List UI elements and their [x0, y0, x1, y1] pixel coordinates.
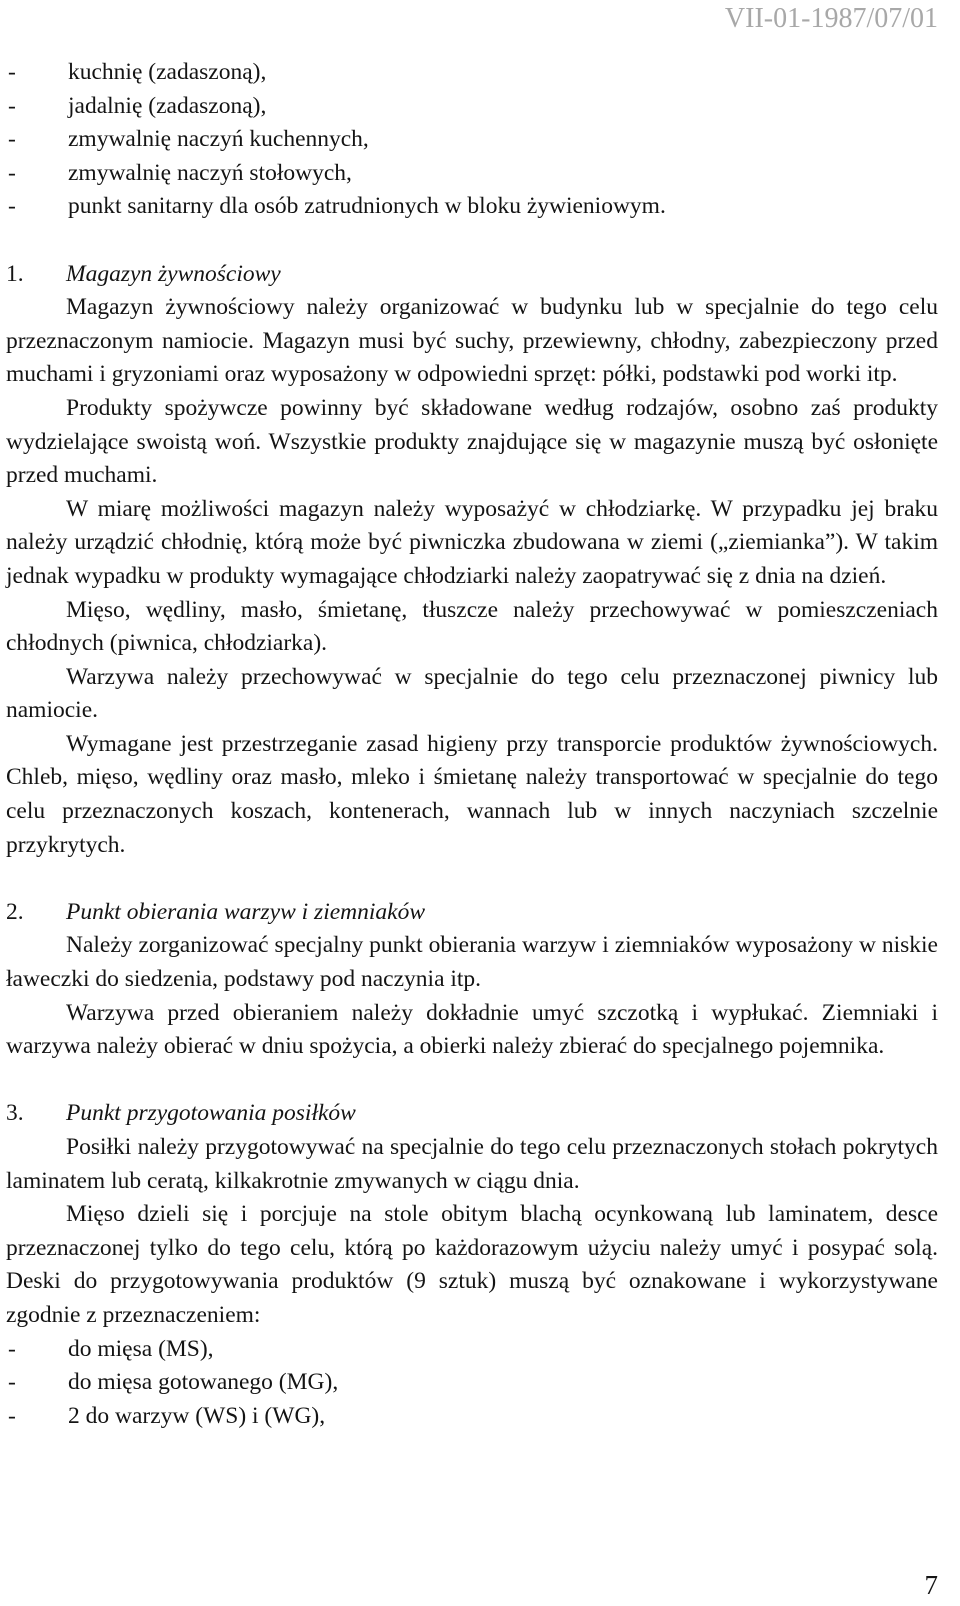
section-heading: [6, 1097, 938, 1131]
paragraph: W miarę możliwości magazyn należy wyposażyć w chłodziarkę. W przypadku jej braku należy urządzić chłodnię, którą może być piwniczka zbudowana w ziemi („ziemianka”). W takim jednak wypadku w produkty wymagające chłodziarki należy zaopatrywać się z dnia na dzień.: [6, 495, 938, 589]
document-body: [6, 56, 938, 1433]
list-item: - do mięsa gotowanego (MG),: [8, 1369, 339, 1396]
boards-list: [6, 1333, 938, 1434]
section-1: [6, 258, 938, 863]
section-heading: [6, 896, 938, 930]
top-list: [6, 56, 938, 224]
section-number: 3.: [6, 1100, 24, 1127]
paragraph: Wymagane jest przestrzeganie zasad higieny przy transporcie produktów żywnościowych. Chleb, mięso, wędliny oraz masło, mleko i śmietanę należy transportować w specjalnie do tego celu przeznaczonych koszach, kontenerach, wannach lub w innych naczyniach szczelnie przykrytych.: [6, 730, 938, 858]
paragraph: Warzywa należy przechowywać w specjalnie do tego celu przeznaczonej piwnicy lub namiocie.: [6, 663, 938, 724]
document-id: VII-01-1987/07/01: [724, 3, 938, 34]
section-heading: [6, 258, 938, 292]
paragraph: Należy zorganizować specjalny punkt obierania warzyw i ziemniaków wyposażony w niskie ławeczki do siedzenia, podstawy pod naczynia itp.: [6, 932, 938, 993]
section-number: 2.: [6, 898, 24, 925]
section-2: [6, 896, 938, 1064]
list-item: - jadalnię (zadaszoną),: [8, 92, 267, 119]
paragraph: Posiłki należy przygotowywać na specjalnie do tego celu przeznaczonych stołach pokrytych laminatem lub ceratą, kilkakrotnie zmywanych w ciągu dnia.: [6, 1134, 938, 1194]
section-title: Punkt obierania warzyw i ziemniaków: [66, 898, 426, 925]
paragraph: Warzywa przed obieraniem należy dokładnie umyć szczotką i wypłukać. Ziemniaki i warzywa należy obierać w dniu spożycia, a obierki należy zbierać do specjalnego pojemnika.: [6, 999, 938, 1060]
paragraph: Produkty spożywcze powinny być składowane według rodzajów, osobno zaś produkty wydzielające swoistą woń. Wszystkie produkty znajdujące się w magazynie muszą być osłonięte przed muchami.: [6, 394, 938, 489]
section-title: Magazyn żywnościowy: [66, 260, 281, 287]
paragraph: Mięso dzieli się i porcjuje na stole obitym blachą ocynkowaną lub laminatem, desce przeznaczonej tylko do tego celu, którą po każdorazowym użyciu należy umyć i posypać solą. Deski do przygotowywania produktów (9 sztuk) muszą być oznakowane i wykorzystywane zgodnie z przeznaczeniem:: [6, 1201, 938, 1328]
section-number: 1.: [6, 260, 24, 287]
page-number: 7: [924, 1570, 938, 1600]
list-item: - zmywalnię naczyń kuchennych,: [8, 126, 369, 153]
section-title: Punkt przygotowania posiłków: [66, 1100, 356, 1127]
list-item: - zmywalnię naczyń stołowych,: [8, 159, 352, 186]
list-item: - kuchnię (zadaszoną),: [8, 59, 267, 85]
paragraph: Magazyn żywnościowy należy organizować w budynku lub w specjalnie do tego celu przeznaczonym namiocie. Magazyn musi być suchy, przewiewny, chłodny, zabezpieczony przed muchami i gryzoniami oraz wyposażony w odpowiedni sprzęt: półki, podstawki pod worki itp.: [6, 294, 938, 388]
list-item: - do mięsa (MS),: [8, 1335, 214, 1362]
list-item: - 2 do warzyw (WS) i (WG),: [8, 1402, 326, 1429]
section-3: [6, 1097, 938, 1433]
paragraph: Mięso, wędliny, masło, śmietanę, tłuszcze należy przechowywać w pomieszczeniach chłodnych (piwnica, chłodziarka).: [6, 596, 938, 657]
list-item: - punkt sanitarny dla osób zatrudnionych w bloku żywieniowym.: [8, 193, 666, 220]
